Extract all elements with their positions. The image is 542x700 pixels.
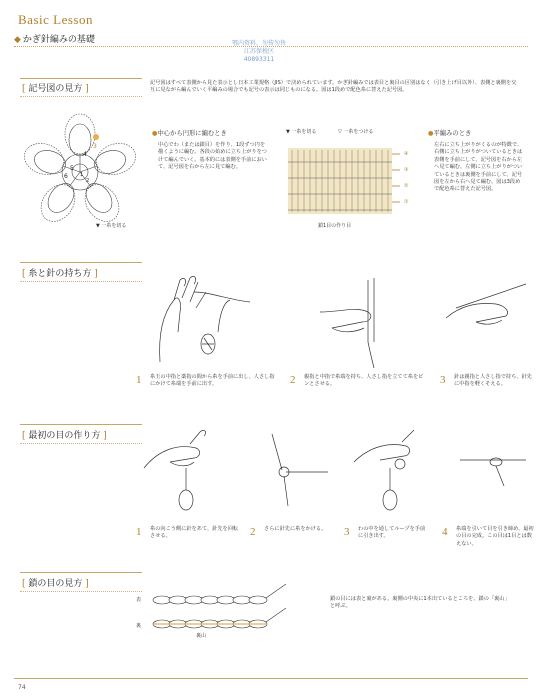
note-center-text: 中心でわ（または鎖目）を作り、1段ずつ円を描くように編む。各段の始めに立ち上がりをつけて編んでいく。基本的には表側を手前において、記号図を右から左に見て編む。 xyxy=(158,142,267,171)
section2-step-2-num: 2 xyxy=(290,374,296,386)
row-cut-label: ▼ 一糸を切る xyxy=(286,129,317,135)
section4-under-rule xyxy=(20,591,142,592)
section3-title-text: 最初の目の作り方 xyxy=(28,431,101,441)
watermark-line-2: 江苏保税区 xyxy=(244,48,275,55)
chain-foundation-label: 鎖1目の作り目 xyxy=(318,223,352,229)
diamond-icon: ◆ xyxy=(14,35,21,45)
row-attach-label: ▽ 一糸をつける xyxy=(338,129,374,135)
motif-num-1: 1 xyxy=(80,172,84,178)
section4-title: [ 鎖の目の見方 ] xyxy=(22,579,89,589)
section2-step-3-text: 針は親指と人さし指で持ち、針先に中指を軽くそえる。 xyxy=(454,374,532,388)
section2-top-rule xyxy=(20,262,142,263)
chain-front-label: 表 xyxy=(136,597,142,603)
section3-step-4-num: 4 xyxy=(442,526,448,538)
section3-step-2-num: 2 xyxy=(250,526,256,538)
section1-under-rule xyxy=(20,96,142,97)
section2-step-3-num: 3 xyxy=(440,374,446,386)
first-stitch-step1-illustration xyxy=(140,428,250,518)
note-center-title-text: 中心から円形に編むとき xyxy=(157,130,227,137)
motif-num-6: 6 xyxy=(64,173,68,180)
subtitle-text: かぎ針編みの基礎 xyxy=(22,35,95,45)
row-num-2: ② xyxy=(404,183,409,189)
first-stitch-step4-illustration xyxy=(456,440,536,490)
watermark-line-3: 40893311 xyxy=(243,56,275,63)
motif-num-4: 4 xyxy=(83,151,87,158)
first-stitch-step2-illustration xyxy=(262,430,332,510)
section3-under-rule xyxy=(20,443,142,444)
section3-top-rule xyxy=(20,424,142,425)
motif-num-5: 5 xyxy=(70,165,74,172)
chain-ridge-label: 裏山 xyxy=(196,633,207,639)
motif-num-3: 3 xyxy=(93,143,97,150)
section3-step-2-text: さらに針先に糸をかける。 xyxy=(264,526,327,532)
section2-title: [ 糸と針の持ち方 ] xyxy=(22,269,98,279)
section3-step-1-num: 1 xyxy=(136,526,142,538)
motif-num-2: 2 xyxy=(86,178,90,184)
watermark-line-1: 鄂内资料，勿传勿售 xyxy=(232,40,287,47)
watermark xyxy=(232,40,286,64)
row-num-4: ④ xyxy=(404,151,409,157)
note-center-title: ●中心から円形に編むとき xyxy=(152,130,227,137)
hand-tension-illustration xyxy=(312,272,422,372)
footer-rule xyxy=(14,678,528,679)
first-stitch-step3-illustration xyxy=(350,428,450,518)
chain-back-label: 裏 xyxy=(136,623,142,629)
section4-text: 鎖の目には表と裏がある。裏側の中央に1本出ているところを、鎖の「裏山」と呼ぶ。 xyxy=(330,596,510,610)
section3-step-1-text: 糸の向こう側に針をあて、針先を回転させる。 xyxy=(150,526,239,540)
section1-title-text: 記号図の見方 xyxy=(28,84,83,94)
section3-step-3-num: 3 xyxy=(344,526,350,538)
section4-title-text: 鎖の目の見方 xyxy=(28,579,83,589)
note-flat-title: ●平編みのとき xyxy=(428,130,472,137)
section2-step-1-text: 糸玉の中指と薬指の間から糸を手前に出し、人さし指にかけて糸端を手前に出す。 xyxy=(150,374,275,388)
section3-title: [ 最初の目の作り方 ] xyxy=(22,431,107,441)
row-num-3: ③ xyxy=(404,167,409,173)
section1-title: [ 記号図の見方 ] xyxy=(22,84,89,94)
note-flat-title-text: 平編みのとき xyxy=(433,130,472,137)
section1-intro: 記号図はすべて表側から見た表示とし日本工業規格（JIS）で決められています。かぎ針編みでは表目と裏目の区別はなく（引き上げ目以外）、表側と裏側を交互に見ながら編んでいく平編みの場合でも記号の表示は同じものになる。図は1段めで配色糸に替えた記号図。 xyxy=(150,80,517,94)
hand-hold-hook-illustration xyxy=(436,278,536,348)
hand-hold-yarn-illustration xyxy=(150,272,270,372)
page-header-title: Basic Lesson xyxy=(18,12,93,27)
page-number: 74 xyxy=(18,684,26,691)
chain-stitch-illustration xyxy=(148,582,298,642)
motif-symbol-diagram xyxy=(22,112,142,232)
section3-step-3-text: わの中を通してループを手前に引き出す。 xyxy=(358,526,426,540)
section2-title-text: 糸と針の持ち方 xyxy=(28,269,92,279)
section1-top-rule xyxy=(20,78,142,79)
section4-top-rule xyxy=(20,572,142,573)
rows-symbol-diagram xyxy=(284,140,414,230)
section2-under-rule xyxy=(20,281,142,282)
row-num-1: ① xyxy=(404,199,409,205)
section3-step-4-text: 糸端を引いて目を引き締め、最初の目の完成。この目は1目とは数えない。 xyxy=(456,526,534,547)
page-header-subtitle xyxy=(14,32,95,45)
note-flat-text: 左右に立ち上がりがくるのが特徴で、右側に立ち上がりがついているときは表側を手前にして、記号図を右から左へ見て編む。左側に立ち上がりがついているときは裏側を手前にして、記号図を左から右へ見て編む。図は3段めで配色糸に替えた記号図。 xyxy=(434,142,523,193)
section2-step-1-num: 1 xyxy=(136,374,142,386)
section2-step-2-text: 親指と中指で糸端を持ち、人さし指を立てて糸をピンとさせる。 xyxy=(304,374,424,388)
motif-cut-label: ▼ 一糸を切る xyxy=(96,223,127,229)
